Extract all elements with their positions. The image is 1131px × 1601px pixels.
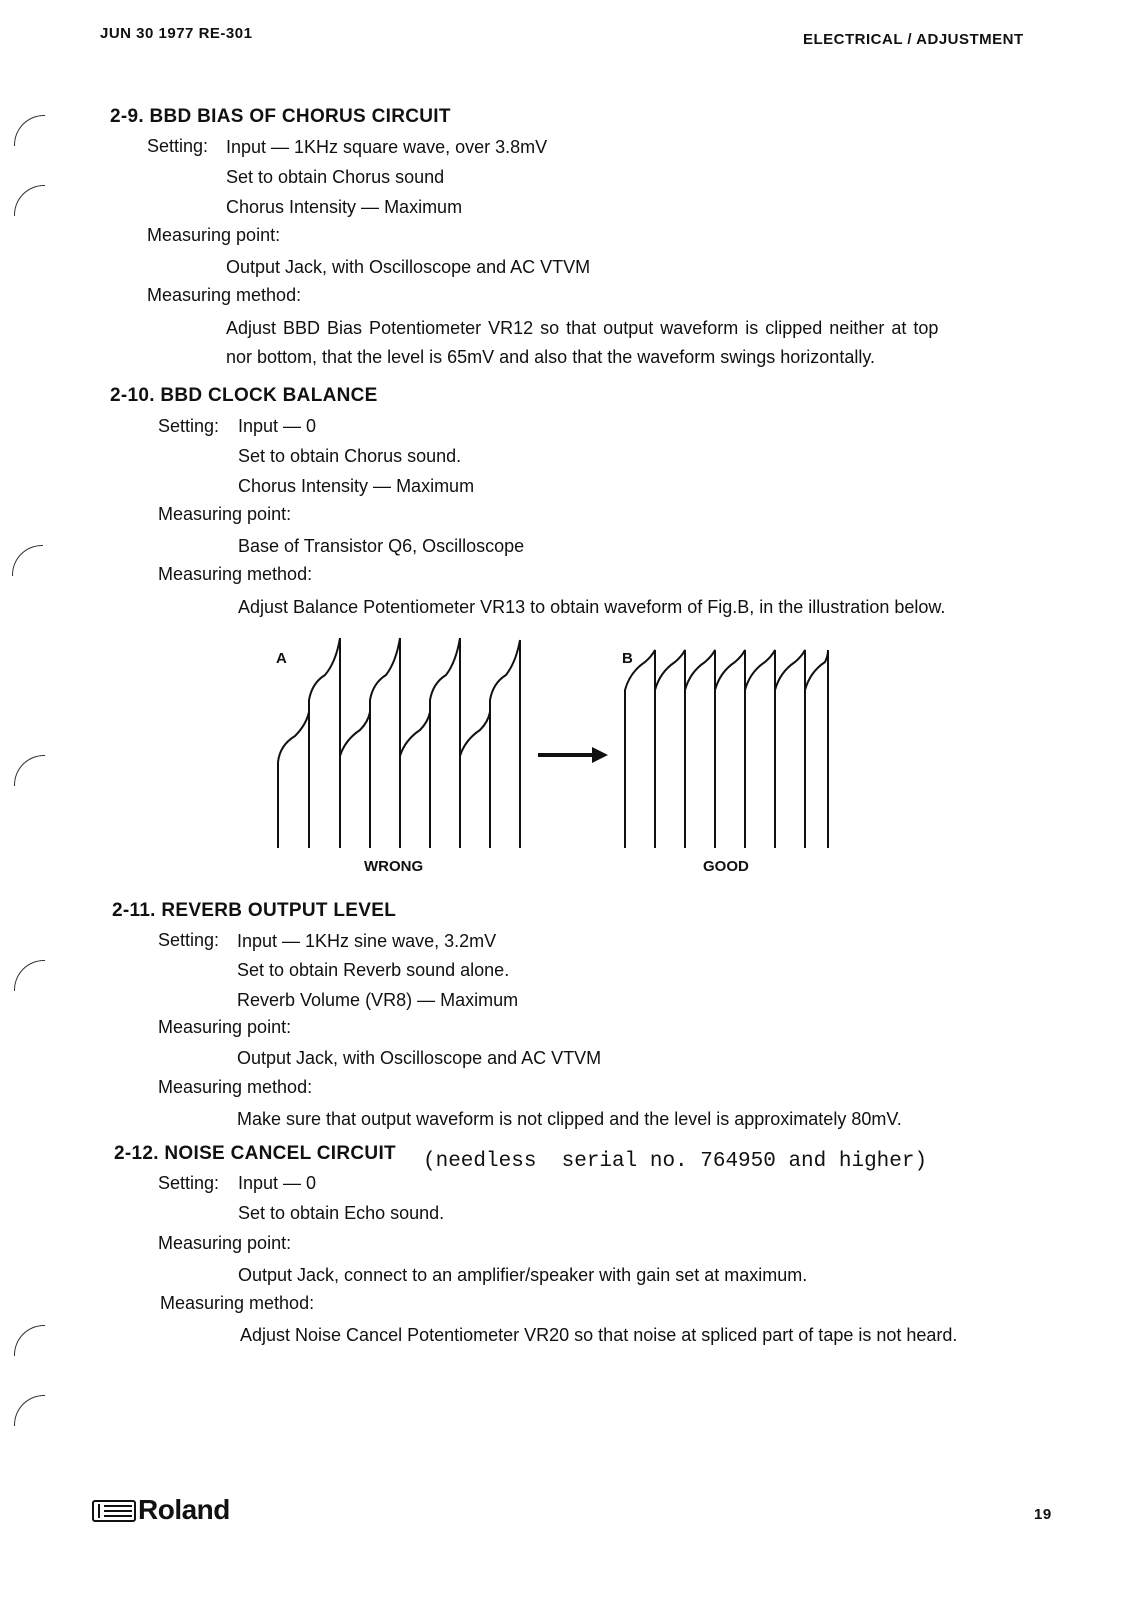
setting-line: Input — 0 [238, 1173, 317, 1193]
waveform-a [278, 712, 309, 848]
setting-line: Input — 0 [238, 416, 317, 436]
setting-label: Setting: [147, 136, 209, 156]
figure-caption-wrong: WRONG [364, 858, 424, 875]
figure-caption-good: GOOD [703, 858, 749, 875]
measuring-method-text: Adjust BBD Bias Potentiometer VR12 so that output waveform is clipped neither at top [226, 318, 939, 338]
section-title-2-9: 2-9. BBD BIAS OF CHORUS CIRCUIT [110, 106, 451, 127]
section-title-2-11: 2-11. REVERB OUTPUT LEVEL [112, 900, 397, 921]
setting-line: Reverb Volume (VR8) — Maximum [237, 990, 519, 1010]
measuring-point-label: Measuring point: [158, 1017, 292, 1037]
measuring-method-label: Measuring method: [158, 1077, 313, 1097]
section-title-2-10: 2-10. BBD CLOCK BALANCE [110, 385, 378, 406]
measuring-point-label: Measuring point: [158, 504, 292, 524]
setting-line: Set to obtain Reverb sound alone. [237, 960, 510, 980]
measuring-method-text: nor bottom, that the level is 65mV and also that the waveform swings horizontally. [226, 347, 875, 367]
section-title-2-12: 2-12. NOISE CANCEL CIRCUIT [114, 1143, 396, 1164]
measuring-method-label: Measuring method: [147, 285, 302, 305]
measuring-method-text: Adjust Balance Potentiometer VR13 to obtain waveform of Fig.B, in the illustration below. [238, 597, 946, 617]
header-date-model: JUN 30 1977 RE-301 [100, 25, 253, 42]
figure-label-b: B [622, 650, 633, 667]
setting-line: Chorus Intensity — Maximum [226, 197, 463, 217]
setting-line: Input — 1KHz sine wave, 3.2mV [237, 931, 497, 951]
measuring-method-label: Measuring method: [158, 564, 313, 584]
setting-label: Setting: [158, 930, 220, 950]
measuring-point-label: Measuring point: [158, 1233, 292, 1253]
waveform-b [745, 650, 775, 848]
waveform-b [655, 650, 685, 848]
header-section: ELECTRICAL / ADJUSTMENT [803, 31, 1024, 48]
measuring-method-label: Measuring method: [160, 1293, 315, 1313]
setting-line: Set to obtain Chorus sound [226, 167, 445, 187]
waveform-b [805, 650, 828, 848]
measuring-point-text: Output Jack, with Oscilloscope and AC VTVM [237, 1048, 602, 1068]
waveform-a [460, 712, 490, 848]
measuring-method-text: Adjust Noise Cancel Potentiometer VR20 so that noise at spliced part of tape is not heard. [240, 1325, 958, 1345]
measuring-point-label: Measuring point: [147, 225, 281, 245]
setting-label: Setting: [158, 1173, 220, 1193]
waveform-a [309, 638, 340, 848]
waveform-a [490, 640, 520, 848]
page-number: 19 [1034, 1506, 1052, 1523]
brand-logo-text: Roland [138, 1494, 230, 1525]
waveform-b [715, 650, 745, 848]
setting-line: Set to obtain Chorus sound. [238, 446, 462, 466]
roland-logo-icon [92, 1500, 136, 1522]
setting-line: Set to obtain Echo sound. [238, 1203, 445, 1223]
setting-line: Chorus Intensity — Maximum [238, 476, 475, 496]
waveform-b [685, 650, 715, 848]
waveform-a [340, 712, 370, 848]
arrow-right-icon [538, 747, 608, 763]
measuring-point-text: Base of Transistor Q6, Oscilloscope [238, 536, 525, 556]
measuring-point-text: Output Jack, with Oscilloscope and AC VTVM [226, 257, 591, 277]
waveform-b [775, 650, 805, 848]
waveform-a [370, 638, 400, 848]
setting-label: Setting: [158, 416, 220, 436]
waveform-a [400, 712, 430, 848]
waveform-a [430, 638, 460, 848]
waveform-b [625, 650, 655, 848]
figure-label-a: A [276, 650, 287, 667]
measuring-point-text: Output Jack, connect to an amplifier/speaker with gain set at maximum. [238, 1265, 808, 1285]
measuring-method-text: Make sure that output waveform is not clipped and the level is approximately 80mV. [237, 1109, 902, 1129]
handwritten-typed-note: (needless serial no. 764950 and higher) [423, 1150, 928, 1173]
setting-line: Input — 1KHz square wave, over 3.8mV [226, 137, 548, 157]
